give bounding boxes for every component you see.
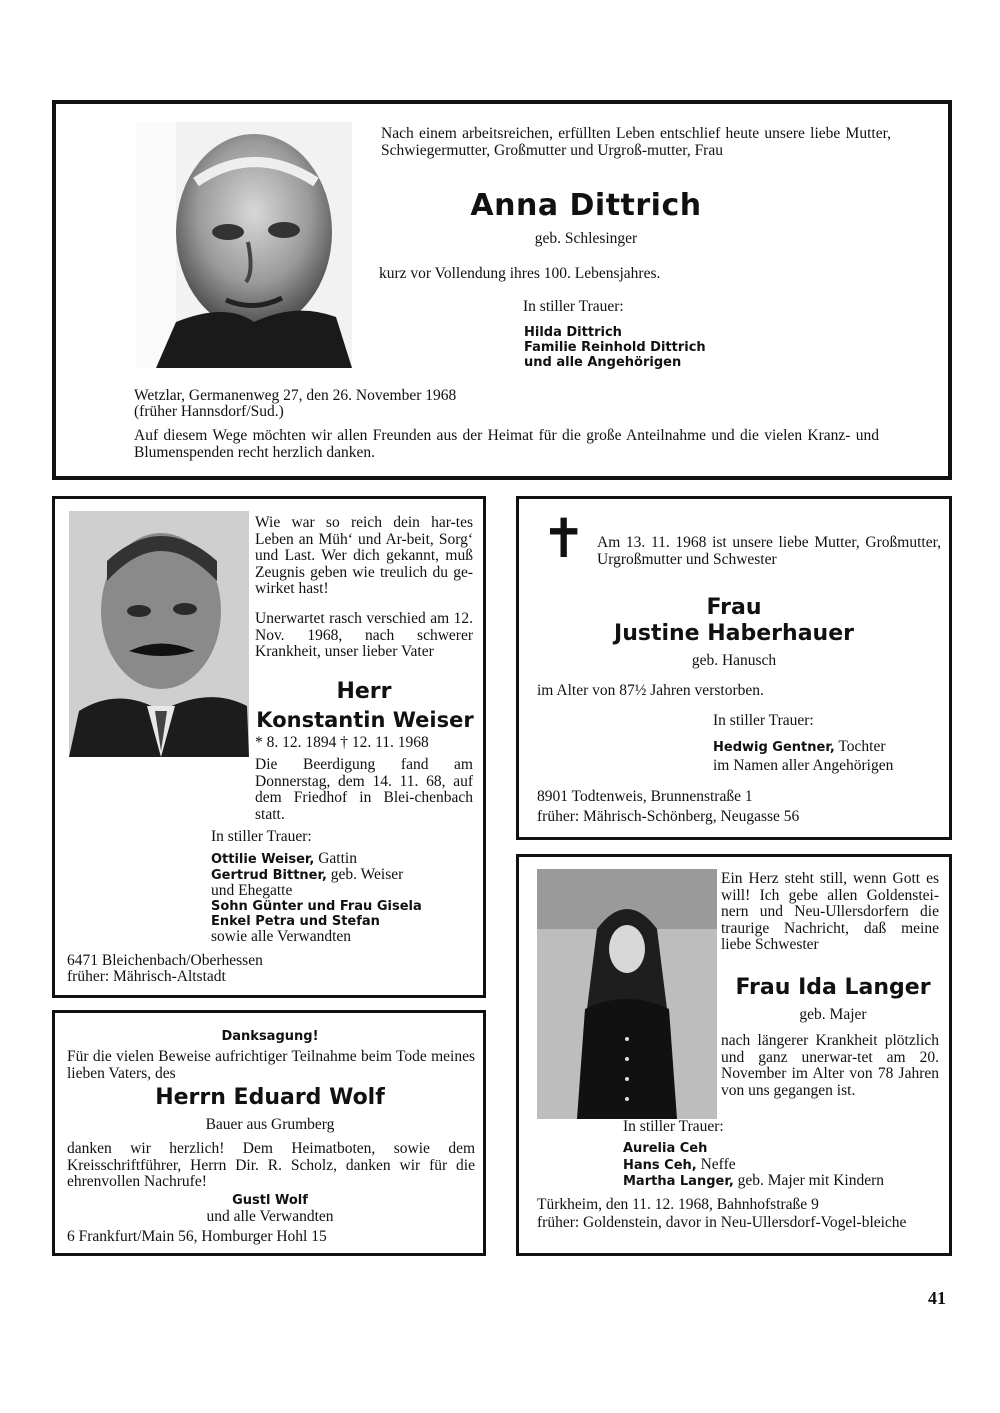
life-dates: * 8. 12. 1894 † 12. 11. 1968 [255, 734, 429, 751]
poem-text: Ein Herz steht still, wenn Gott es will! Ich gebe allen Goldenstei-nern und Neu-Ullersdorfern die traurige Nachricht, daß meine liebe Schwester [721, 870, 939, 953]
mourner-6: sowie alle Verwandten [211, 928, 352, 945]
deceased-name: Justine Haberhauer [614, 621, 854, 646]
age-line: im Alter von 87½ Jahren verstorben. [537, 682, 764, 699]
mourning-label: In stiller Trauer: [623, 1118, 724, 1135]
mourner-1-relation: Gattin [314, 850, 357, 867]
former-residence: (früher Hannsdorf/Sud.) [134, 403, 284, 420]
mourning-label: In stiller Trauer: [713, 712, 814, 729]
portrait-photo-anna-dittrich [136, 122, 352, 368]
obituary-justine-haberhauer [516, 496, 952, 840]
thanks-intro: Für die vielen Beweise aufrichtiger Teilnahme beim Tode meines lieben Vaters, des [67, 1048, 475, 1082]
mourner-2: im Namen aller Angehörigen [713, 757, 894, 774]
mourner-2-name: Hans Ceh, [623, 1158, 697, 1173]
page-number: 41 [928, 1288, 946, 1308]
mourner-2 [623, 1157, 736, 1174]
mourner-1-name: Hedwig Gentner, [713, 740, 835, 755]
death-text: nach längerer Krankheit plötzlich und ganz unerwar-tet am 20. November im Alter von 78 Jahren von uns gegangen ist. [721, 1032, 939, 1099]
mourner-3: und Ehegatte [211, 882, 293, 899]
address-line-2: früher: Goldenstein, davor in Neu-Ullersdorf-Vogel-bleiche [537, 1214, 907, 1231]
mourner-4: Sohn Günter und Frau Gisela [211, 899, 422, 914]
maiden-name: geb. Majer [799, 1006, 867, 1023]
thanks-text: danken wir herzlich! Dem Heimatboten, sowie dem Kreisschriftführer, Herrn Dir. R. Scholz, danken wir für die ehrenvollen Nachrufe! [67, 1140, 475, 1190]
intro-text: Am 13. 11. 1968 ist unsere liebe Mutter, Großmutter, Urgroßmutter und Schwester [597, 534, 941, 568]
occupation: Bauer aus Grumberg [205, 1116, 335, 1133]
age-line: kurz vor Vollendung ihres 100. Lebensjahres. [379, 265, 661, 282]
intro-text: Nach einem arbeitsreichen, erfüllten Leben entschlief heute unsere liebe Mutter, Schwiegermutter, Großmutter und Urgroß-mutter, Frau [381, 125, 891, 159]
signer-family: und alle Verwandten [206, 1208, 334, 1225]
maiden-name: geb. Hanusch [691, 652, 777, 669]
mourner-1: Aurelia Ceh [623, 1141, 708, 1156]
deceased-name: Frau Ida Langer [735, 975, 931, 1000]
obituary-ida-langer [516, 854, 952, 1256]
funeral-text: Die Beerdigung fand am Donnerstag, dem 14. 11. 68, auf dem Friedhof in Blei-chenbach statt. [255, 756, 473, 823]
mourner-2: Familie Reinhold Dittrich [524, 340, 706, 355]
obituary-anna-dittrich [52, 100, 952, 480]
cross-icon: ✝ [541, 507, 587, 570]
place-date: Wetzlar, Germanenweg 27, den 26. November 1968 [134, 387, 457, 404]
mourner-2-name: Gertrud Bittner, [211, 868, 327, 883]
mourner-2-relation: Neffe [696, 1156, 736, 1173]
obituary-konstantin-weiser [52, 496, 486, 998]
mourner-1-relation: Tochter [834, 738, 886, 755]
title-herr: Herr [336, 679, 392, 704]
deceased-name: Anna Dittrich [470, 188, 702, 223]
mourner-3 [623, 1173, 884, 1190]
poem-text: Wie war so reich dein har-tes Leben an Müh‘ und Ar-beit, Sorg‘ und Last. Wer dich gekannt, muß Zeugnis geben wie treulich du ge-wirket hast! [255, 514, 473, 597]
address: 6 Frankfurt/Main 56, Homburger Hohl 15 [67, 1228, 327, 1245]
mourner-1: Hilda Dittrich [524, 325, 622, 340]
mourner-3-name: Martha Langer, [623, 1174, 734, 1189]
mourner-1 [713, 739, 886, 756]
heading: Danksagung! [221, 1029, 319, 1044]
address-line-2: früher: Mährisch-Schönberg, Neugasse 56 [537, 808, 800, 825]
mourner-3-relation: geb. Majer mit Kindern [733, 1172, 884, 1189]
portrait-photo-ida-langer [537, 869, 717, 1119]
mourner-1-name: Ottilie Weiser, [211, 852, 315, 867]
mourner-3: und alle Angehörigen [524, 355, 682, 370]
address-line-1: Türkheim, den 11. 12. 1968, Bahnhofstraße 9 [537, 1196, 819, 1213]
address-line-2: früher: Mährisch-Altstadt [67, 968, 226, 985]
maiden-name: geb. Schlesinger [534, 230, 638, 247]
acknowledgement-eduard-wolf [52, 1010, 486, 1256]
deceased-name: Herrn Eduard Wolf [155, 1085, 385, 1110]
thanks-text: Auf diesem Wege möchten wir allen Freunden aus der Heimat für die große Anteilnahme und die vielen Kranz- und Blumenspenden recht herzlich danken. [134, 427, 879, 461]
mourner-5: Enkel Petra und Stefan [211, 914, 380, 929]
death-text: Unerwartet rasch verschied am 12. Nov. 1968, nach schwerer Krankheit, unser lieber Vater [255, 610, 473, 660]
mourner-2-relation: geb. Weiser [326, 866, 404, 883]
deceased-name: Konstantin Weiser [256, 708, 474, 732]
portrait-photo-konstantin-weiser [69, 511, 249, 757]
mourning-label: In stiller Trauer: [523, 298, 624, 315]
title-frau: Frau [706, 595, 762, 620]
address-line-1: 8901 Todtenweis, Brunnenstraße 1 [537, 788, 753, 805]
mourning-label: In stiller Trauer: [211, 828, 312, 845]
signer: Gustl Wolf [232, 1193, 308, 1208]
address-line-1: 6471 Bleichenbach/Oberhessen [67, 952, 263, 969]
